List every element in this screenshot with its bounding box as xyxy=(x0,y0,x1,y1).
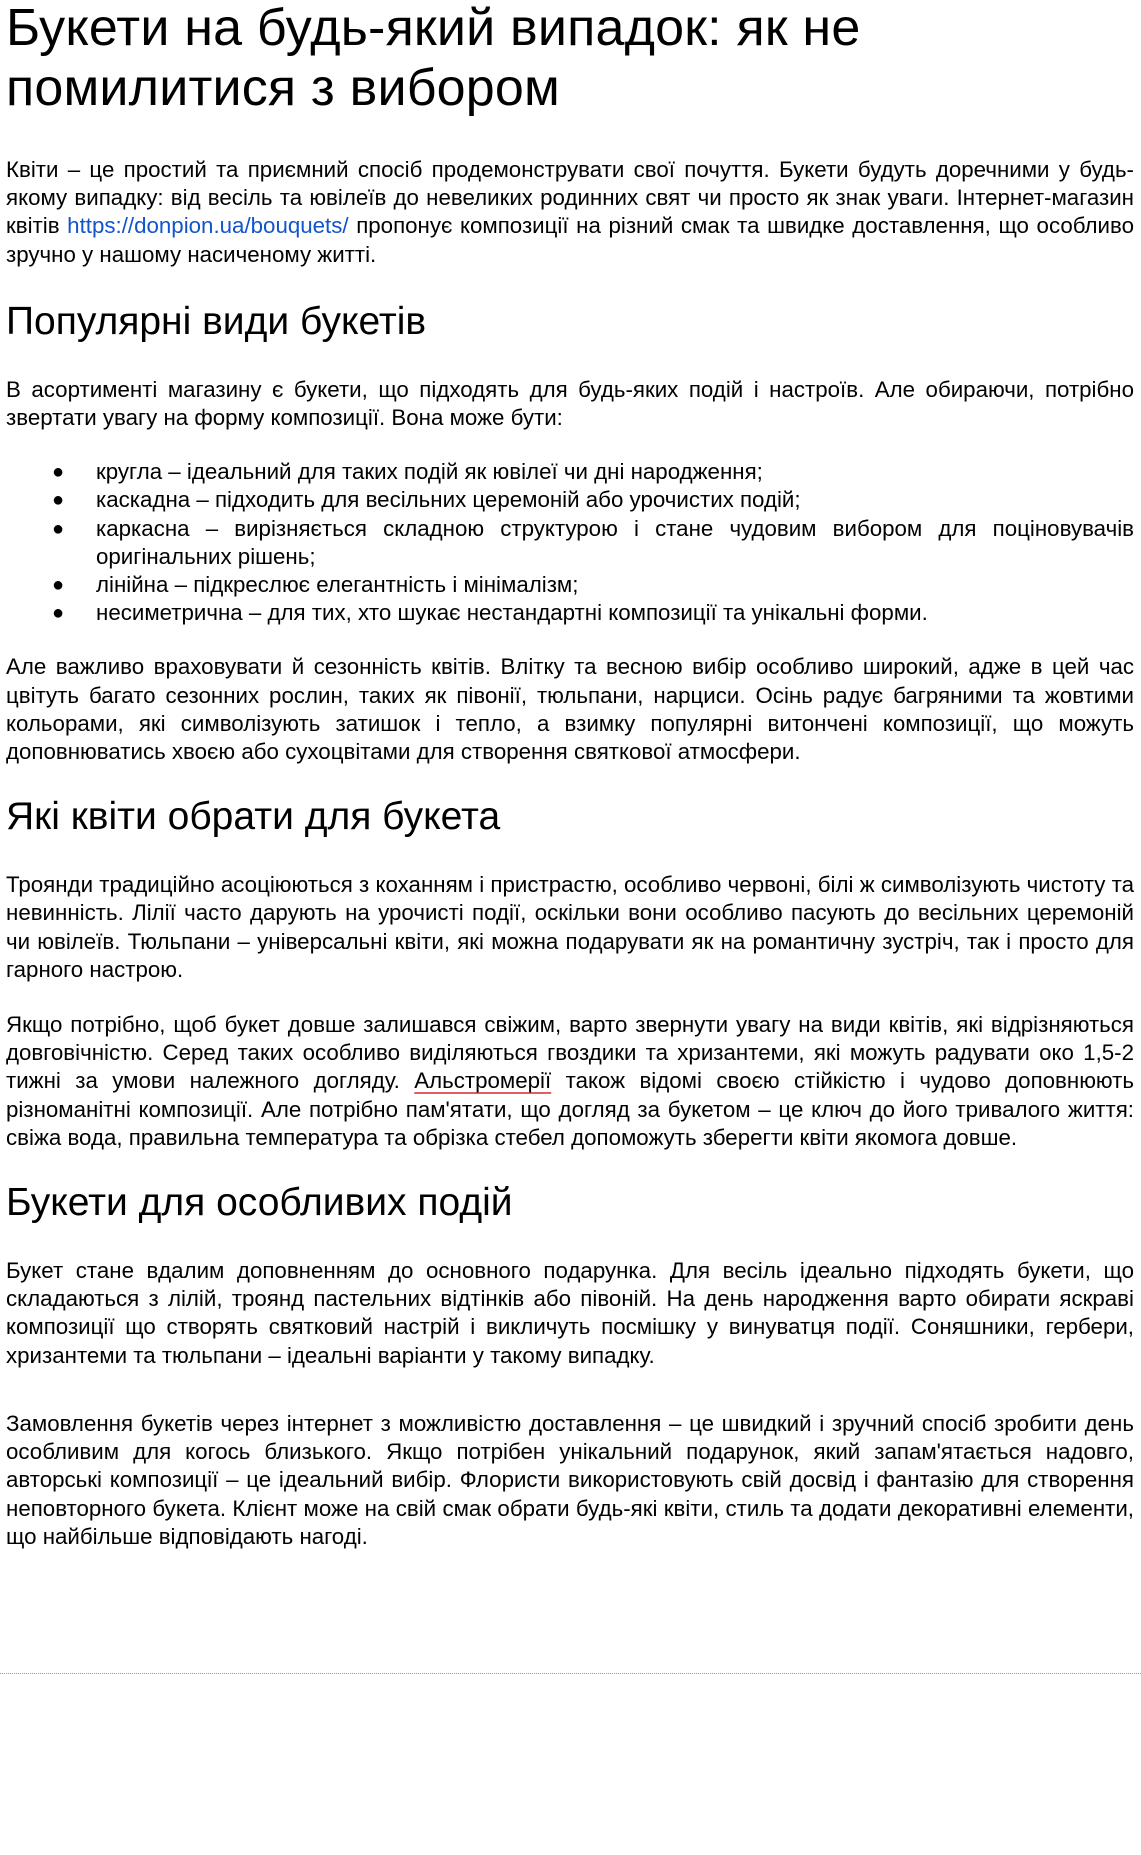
intro-text-after-link: пропонує композиції на різний смак та швидке доставлення, що особливо зручно у нашому насиченому житті. xyxy=(6,213,1134,267)
intro-paragraph xyxy=(6,156,1134,269)
paragraph-text: Якщо потрібно, щоб букет довше залишався свіжим, варто звернути увагу на види квітів, які відрізняються довговічністю. Серед таких особливо виділяються гвоздики та хризантеми, які можуть радувати око 1,5-2 тижні за умови належного догляду. xyxy=(6,1012,1134,1094)
document-body xyxy=(6,0,1134,1551)
list-item xyxy=(6,458,1134,486)
section3-paragraph-1: Букет стане вдалим доповненням до основного подарунка. Для весіль ідеально підходять букети, що складаються з лілій, троянд пастельних відтінків або півоній. На день народження варто обирати яскраві композиції що створять святковий настрій і викличуть посмішку у винуватця події. Соняшники, гербери, хризантеми та тюльпани – ідеальні варіанти у такому випадку. xyxy=(6,1258,1134,1368)
list-item xyxy=(6,571,1134,599)
bullet-icon: ● xyxy=(52,489,65,512)
list-item-text: каркасна – вирізняється складною структурою і стане чудовим вибором для поціновувачів оригінальних рішень; xyxy=(96,515,1134,569)
paragraph-text: також відомі своєю стійкістю і чудово доповнюють різноманітні композиції. Але потрібно пам'ятати, що догляд за букетом – це ключ до його тривалого життя: свіжа вода, правильна температура та обрізка стебел допоможуть зберегти квіти якомога довше. xyxy=(6,1068,1134,1150)
page-break-divider xyxy=(0,1673,1141,1674)
section-heading-popular-types: Популярні види букетів xyxy=(6,299,427,343)
document-title: Букети на будь-який випадок: як не помилитися з вибором xyxy=(6,0,861,117)
list-item xyxy=(6,515,1134,571)
intro-text-before-link: Квіти – це простий та приємний спосіб продемонструвати свої почуття. Букети будуть доречними у будь-якому випадку: від весіль та ювілеїв до невеликих родинних свят чи просто як знак уваги. Інтернет-магазин квітів xyxy=(6,157,1134,239)
bullet-icon: ● xyxy=(52,461,65,484)
bullet-icon: ● xyxy=(52,574,65,597)
section-heading-special-events: Букети для особливих подій xyxy=(6,1181,513,1225)
list-item-text: кругла – ідеальний для таких подій як ювілеї чи дні народження; xyxy=(96,459,763,485)
donpion-bouquets-link[interactable]: https://donpion.ua/bouquets/ xyxy=(67,213,349,239)
list-item-text: каскадна – підходить для весільних церемоній або урочистих подій; xyxy=(96,487,801,513)
bullet-icon: ● xyxy=(52,517,65,540)
section3-paragraph-2: Замовлення букетів через інтернет з можливістю доставлення – це швидкий і зручний спосіб зробити день особливим для когось близького. Якщо потрібен унікальний подарунок, який запам'ятається надовго, авторські композиції – це ідеальний вибір. Флористи використовують свій досвід і фантазію для створення неповторного букета. Клієнт може на свій смак обрати будь-які квіти, стиль та додати декоративні елементи, що найбільше відповідають нагоді. xyxy=(6,1410,1134,1549)
list-item-text: несиметрична – для тих, хто шукає нестандартні композиції та унікальні форми. xyxy=(96,600,928,626)
bouquet-shape-list xyxy=(6,458,1134,627)
section2-paragraph-1: Троянди традиційно асоціюються з коханням і пристрастю, особливо червоні, білі ж символізують чистоту та невинність. Лілії часто дарують на урочисті події, оскільки вони особливо пасують до весільних церемоній чи ювілеїв. Тюльпани – універсальні квіти, які можна подарувати як на романтичну зустріч, так і просто для гарного настрою. xyxy=(6,872,1134,982)
list-item-text: лінійна – підкреслює елегантність і мінімалізм; xyxy=(96,572,579,598)
section-heading-which-flowers: Які квіти обрати для букета xyxy=(6,795,501,839)
list-item xyxy=(6,599,1134,627)
section1-paragraph-1: В асортименті магазину є букети, що підходять для будь-яких подій і настроїв. Але обираючи, потрібно звертати увагу на форму композиції. Вона може бути: xyxy=(6,376,1134,431)
section1-paragraph-2: Але важливо враховувати й сезонність квітів. Влітку та весною вибір особливо широкий, адже в цей час цвітуть багато сезонних рослин, таких як півонії, тюльпани, нарциси. Осінь радує багряними та жовтими кольорами, які символізують затишок і тепло, а взимку популярні витончені композиції, що можуть доповнюватись хвоєю або сухоцвітами для створення святкової атмосфери. xyxy=(6,654,1134,765)
list-item xyxy=(6,486,1134,514)
spellcheck-flagged-word[interactable]: Альстромерії xyxy=(414,1068,552,1094)
section2-paragraph-2 xyxy=(6,1011,1134,1152)
bullet-icon: ● xyxy=(52,602,65,625)
